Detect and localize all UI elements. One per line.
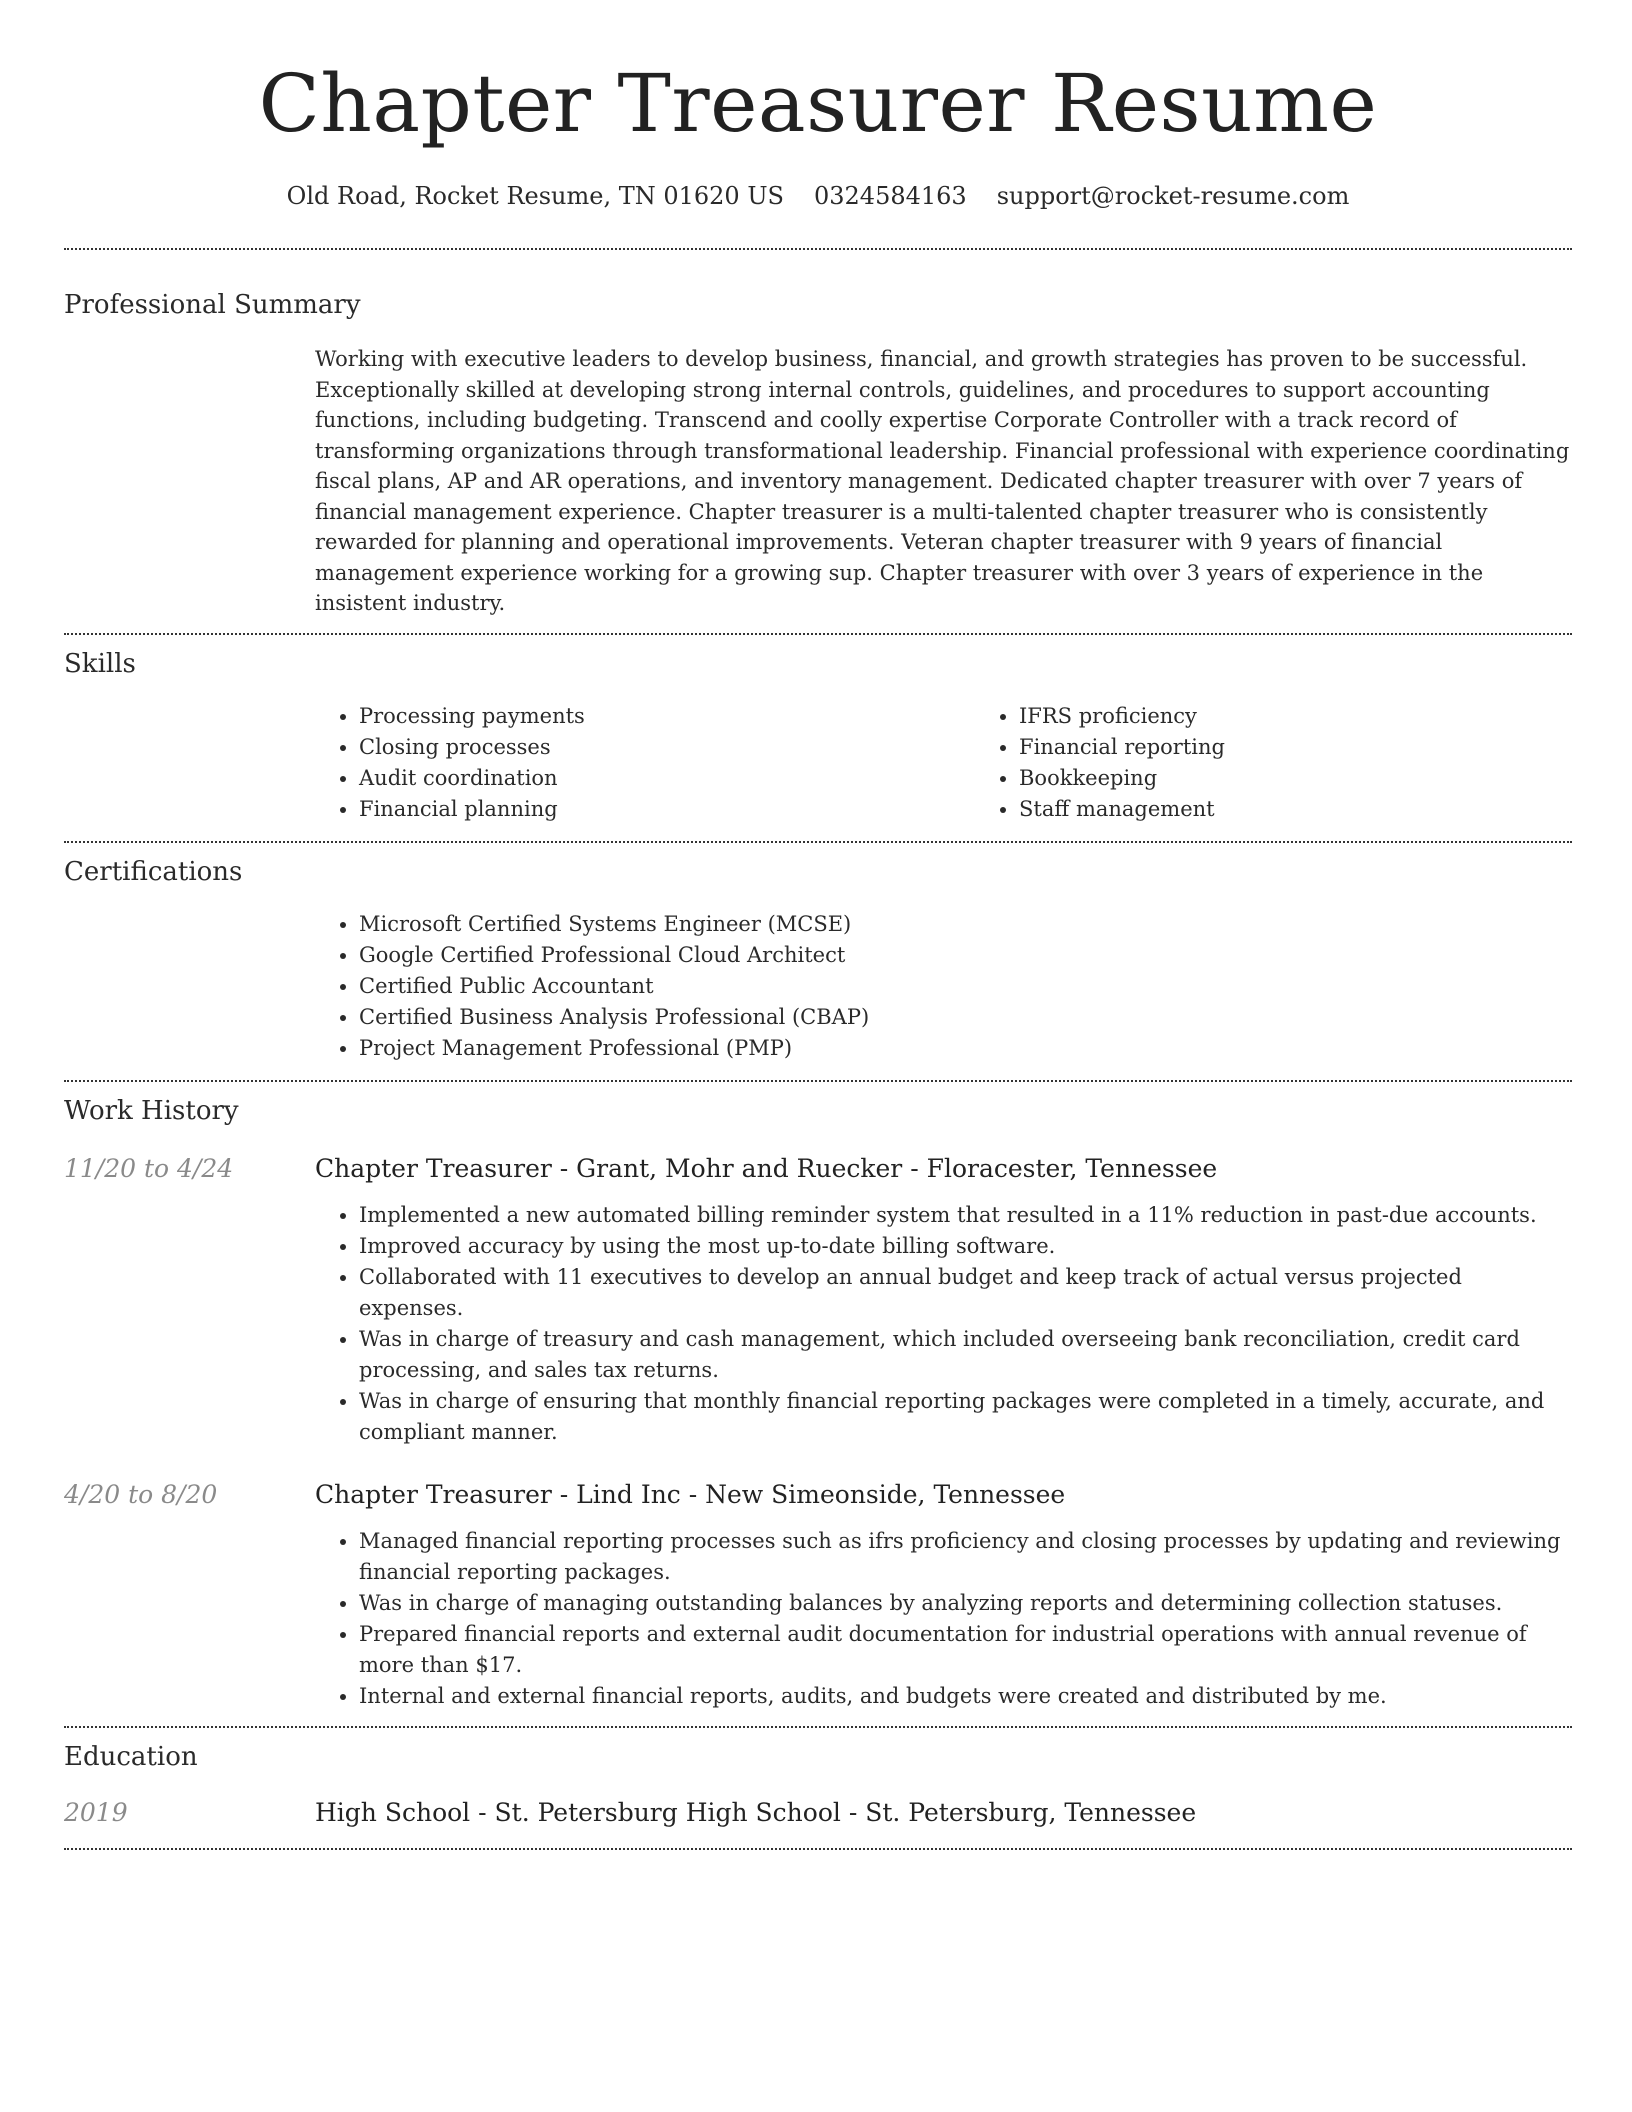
resume-page (64, 0, 1572, 1850)
skill-item: • Financial planning (359, 794, 975, 825)
job-bullet: • Was in charge of managing outstanding balances by analyzing reports and determining collection statuses. (359, 1588, 1572, 1619)
certification-item: • Project Management Professional (PMP) (359, 1033, 1572, 1064)
section-certifications (64, 843, 1572, 1080)
certification-item: • Microsoft Certified Systems Engineer (MCSE) (359, 909, 1572, 940)
section-title-education: Education (64, 1741, 198, 1772)
contact-info (64, 180, 1572, 212)
job-bullets (315, 1200, 1572, 1448)
skill-item: • Staff management (1019, 794, 1632, 825)
education-date: 2019 (64, 1797, 128, 1827)
job-bullet: • Was in charge of ensuring that monthly financial reporting packages were completed in a timely, accurate, and compliant manner. (359, 1386, 1572, 1448)
certification-item: • Certified Public Accountant (359, 971, 1572, 1002)
contact-phone: 0324584163 (814, 182, 967, 210)
job-dates: 11/20 to 4/24 (64, 1153, 234, 1183)
section-title-certifications: Certifications (64, 856, 243, 887)
job-bullet: • Implemented a new automated billing reminder system that resulted in a 11% reduction in past-due accounts. (359, 1200, 1572, 1231)
section-work-history (64, 1082, 1572, 1726)
education-entry (64, 1796, 1572, 1830)
job-bullets (315, 1526, 1572, 1712)
skill-item: • Closing processes (359, 732, 975, 763)
contact-address: Old Road, Rocket Resume, TN 01620 US (286, 182, 784, 210)
section-title-skills: Skills (64, 648, 136, 679)
skill-item: • Audit coordination (359, 763, 975, 794)
skills-list-left (315, 701, 975, 825)
job-bullet: • Was in charge of treasury and cash management, which included overseeing bank reconciliation, credit card processing, and sales tax returns. (359, 1324, 1572, 1386)
certifications-list (315, 909, 1572, 1064)
job-bullet: • Collaborated with 11 executives to develop an annual budget and keep track of actual versus projected expenses. (359, 1262, 1572, 1324)
job-entry (64, 1478, 1572, 1712)
skill-item: • Processing payments (359, 701, 975, 732)
certification-item: • Google Certified Professional Cloud Architect (359, 940, 1572, 971)
section-skills (64, 635, 1572, 841)
job-title: Chapter Treasurer - Lind Inc - New Simeonside, Tennessee (315, 1479, 1066, 1509)
job-bullet: • Managed financial reporting processes such as ifrs proficiency and closing processes by updating and reviewing financial reporting packages. (359, 1526, 1572, 1588)
job-entry (64, 1152, 1572, 1448)
section-title-work: Work History (64, 1095, 239, 1126)
certification-item: • Certified Business Analysis Professional (CBAP) (359, 1002, 1572, 1033)
skills-list-right (975, 701, 1632, 825)
job-dates: 4/20 to 8/20 (64, 1479, 218, 1509)
contact-email: support@rocket-resume.com (996, 182, 1350, 210)
job-bullet: • Internal and external financial reports, audits, and budgets were created and distributed by me. (359, 1681, 1572, 1712)
summary-text: Working with executive leaders to develop business, financial, and growth strategies has proven to be successful. Exceptionally skilled at developing strong internal controls, guidelines, and procedures to support accounting functions, including budgeting. Transcend and coolly expertise Corporate Controller with a track record of transforming organizations through transformational leadership. Financial professional with experience coordinating fiscal plans, AP and AR operations, and inventory management. Dedicated chapter treasurer with over 7 years of financial management experience. Chapter treasurer is a multi-talented chapter treasurer who is consistently rewarded for planning and operational improvements. Veteran chapter treasurer with 9 years of financial management experience working for a growing sup. Chapter treasurer with over 3 years of experience in the insistent industry. (315, 347, 1570, 615)
section-professional-summary (64, 250, 1572, 633)
job-title: Chapter Treasurer - Grant, Mohr and Ruecker - Floracester, Tennessee (315, 1153, 1218, 1183)
skill-item: • IFRS proficiency (1019, 701, 1632, 732)
section-education (64, 1728, 1572, 1848)
resume-title: Chapter Treasurer Resume (258, 57, 1378, 150)
education-title: High School - St. Petersburg High School - St. Petersburg, Tennessee (315, 1797, 1197, 1827)
skill-item: • Financial reporting (1019, 732, 1632, 763)
skill-item: • Bookkeeping (1019, 763, 1632, 794)
divider (64, 1848, 1572, 1850)
section-title-summary: Professional Summary (64, 290, 361, 320)
job-bullet: • Prepared financial reports and external audit documentation for industrial operations with annual revenue of more than $17. (359, 1619, 1572, 1681)
job-bullet: • Improved accuracy by using the most up-to-date billing software. (359, 1231, 1572, 1262)
